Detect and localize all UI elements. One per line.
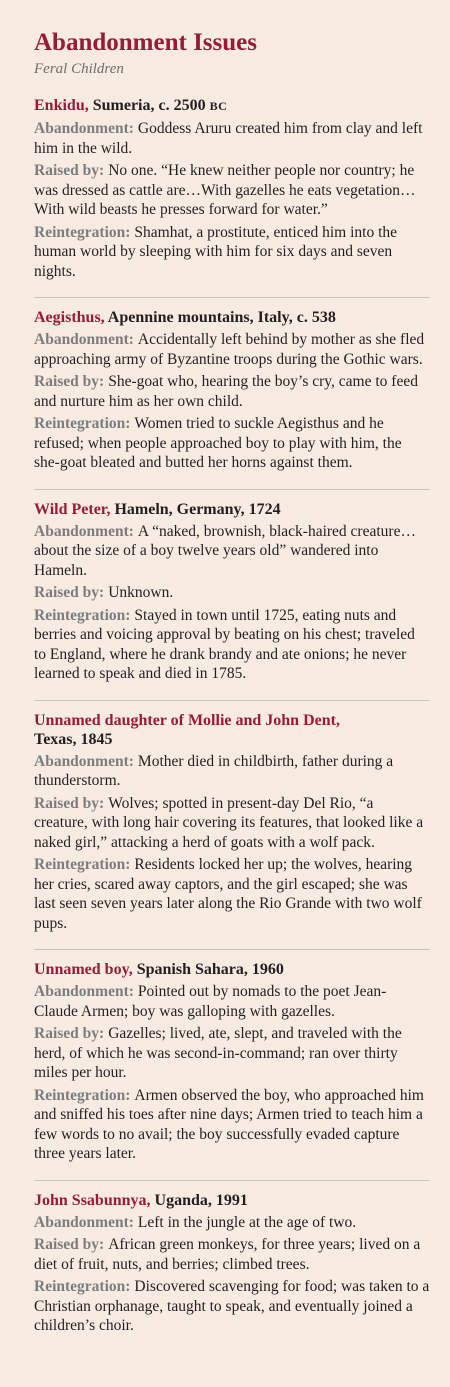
reintegration-label: Reintegration: — [34, 856, 131, 873]
abandonment-text: Pointed out by nomads to the poet Jean-Claude Armen; boy was galloping with gazelles. — [34, 983, 387, 1020]
entry-name: Unnamed daughter of Mollie and John Dent, — [34, 711, 340, 729]
abandonment-text: Goddess Aruru created him from clay and left him in the wild. — [34, 120, 423, 157]
abandonment-label: Abandonment: — [34, 522, 134, 540]
reintegration-label: Reintegration: — [34, 223, 131, 241]
entry-place: Spanish Sahara, 1960 — [132, 961, 284, 978]
raised-by-text: Gazelles; lived, ate, slept, and traveled with the herd, of which he was second-in-command; ran over thirty miles per hour. — [34, 1025, 402, 1081]
abandonment-label: Abandonment: — [34, 1213, 134, 1231]
raised-by-text: She-goat who, hearing the boy’s cry, came to feed and nurture him as her own child. — [34, 373, 418, 410]
reintegration-row — [34, 414, 430, 473]
page-title: Abandonment Issues — [34, 29, 257, 56]
abandonment-text: A “naked, brownish, black-haired creature…about the size of a boy twelve years old” wandered into Hameln. — [34, 522, 416, 579]
raised-by-row — [34, 1235, 430, 1274]
abandonment-row — [34, 119, 430, 158]
raised-by-text: No one. “He knew neither people nor country; he was dressed as cattle are…With gazelles he eats vegetation…With wild beasts he presses forward for water.” — [34, 162, 416, 218]
reintegration-label: Reintegration: — [34, 415, 131, 432]
raised-by-label: Raised by: — [34, 162, 105, 179]
entry-john-ssabunnya — [34, 1180, 430, 1336]
reintegration-text: Women tried to suckle Aegisthus and he refused; when people approached boy to play with him, the she-goat bleated and butted her horns against them. — [34, 415, 402, 471]
entry-heading — [34, 308, 430, 327]
raised-by-row — [34, 583, 430, 603]
entry-dent-daughter — [34, 700, 430, 934]
abandonment-text: Accidentally left behind by mother as she fled approaching army of Byzantine troops during the Gothic wars. — [34, 331, 425, 368]
entry-era: BC — [209, 99, 228, 113]
raised-by-label: Raised by: — [34, 794, 105, 812]
entry-heading — [34, 1191, 430, 1210]
abandonment-label: Abandonment: — [34, 752, 134, 770]
reintegration-label: Reintegration: — [34, 1278, 131, 1295]
reintegration-row — [34, 1277, 430, 1336]
entry-unnamed-boy — [34, 949, 430, 1164]
entry-heading — [34, 500, 430, 519]
reintegration-text: Shamhat, a prostitute, enticed him into the human world by sleeping with him for six days and seven nights. — [34, 223, 398, 280]
entry-place: Hameln, Germany, 1724 — [110, 500, 281, 518]
reintegration-label: Reintegration: — [34, 1086, 131, 1104]
reintegration-text: Armen observed the boy, who approached him and sniffed his toes after nine days; Armen tried to teach him a few words to no avail; the boy successfully evaded capture three years later. — [34, 1086, 424, 1162]
abandonment-label: Abandonment: — [34, 331, 134, 348]
entry-place: Sumeria, c. 2500 — [88, 97, 210, 114]
raised-by-label: Raised by: — [34, 373, 105, 390]
reintegration-row — [34, 855, 430, 933]
entry-heading — [34, 711, 430, 749]
reintegration-row — [34, 606, 430, 684]
raised-by-label: Raised by: — [34, 1025, 105, 1042]
raised-by-row — [34, 372, 430, 411]
reintegration-text: Residents locked her up; the wolves, hearing her cries, scared away captors, and the girl escaped; she was last seen seven years later along the Rio Grande with two wolf pups. — [34, 856, 422, 932]
raised-by-text: Wolves; spotted in present-day Del Rio, “a creature, with long hair covering its features, that looked like a naked girl,” attacking a herd of goats with a wolf pack. — [34, 794, 424, 851]
abandonment-label: Abandonment: — [34, 120, 134, 137]
reintegration-text: Discovered scavenging for food; was taken to a Christian orphanage, taught to speak, and eventually joined a children’s choir. — [34, 1278, 430, 1334]
entry-place: Uganda, 1991 — [150, 1191, 248, 1209]
entry-enkidu — [34, 96, 430, 281]
abandonment-row — [34, 330, 430, 369]
entry-name: Wild Peter, — [34, 500, 111, 518]
raised-by-label: Raised by: — [34, 1236, 105, 1253]
abandonment-row — [34, 982, 430, 1021]
entry-heading — [34, 96, 430, 116]
raised-by-text: Unknown. — [108, 584, 174, 601]
reintegration-text: Stayed in town until 1725, eating nuts and berries and voicing approval by beating on his chest; traveled to England, where he drank brandy and ate onions; he never learned to speak and died in 1785. — [34, 606, 415, 682]
entry-place: Apennine mountains, Italy, c. 538 — [104, 309, 336, 326]
entry-name: Enkidu, — [34, 97, 89, 114]
abandonment-row — [34, 522, 430, 581]
abandonment-row — [34, 752, 430, 791]
entry-aegisthus — [34, 297, 430, 473]
abandonment-row — [34, 1213, 430, 1233]
raised-by-row — [34, 161, 430, 220]
abandonment-text: Mother died in childbirth, father during a thunderstorm. — [34, 752, 394, 789]
reintegration-row — [34, 223, 430, 282]
entry-name: Unnamed boy, — [34, 961, 133, 978]
raised-by-text: African green monkeys, for three years; lived on a diet of fruit, nuts, and berries; climbed trees. — [34, 1236, 421, 1273]
reintegration-row — [34, 1086, 430, 1164]
page-subtitle: Feral Children — [34, 61, 124, 77]
reintegration-label: Reintegration: — [34, 606, 131, 624]
raised-by-label: Raised by: — [34, 584, 105, 601]
abandonment-label: Abandonment: — [34, 983, 134, 1000]
entry-wild-peter — [34, 489, 430, 684]
abandonment-text: Left in the jungle at the age of two. — [137, 1213, 357, 1231]
entry-name: Aegisthus, — [34, 309, 105, 326]
entry-name: John Ssabunnya, — [34, 1191, 151, 1209]
raised-by-row — [34, 794, 430, 853]
entry-heading — [34, 960, 430, 979]
raised-by-row — [34, 1024, 430, 1083]
article — [34, 28, 430, 1336]
entry-place: Texas, 1845 — [34, 730, 113, 748]
